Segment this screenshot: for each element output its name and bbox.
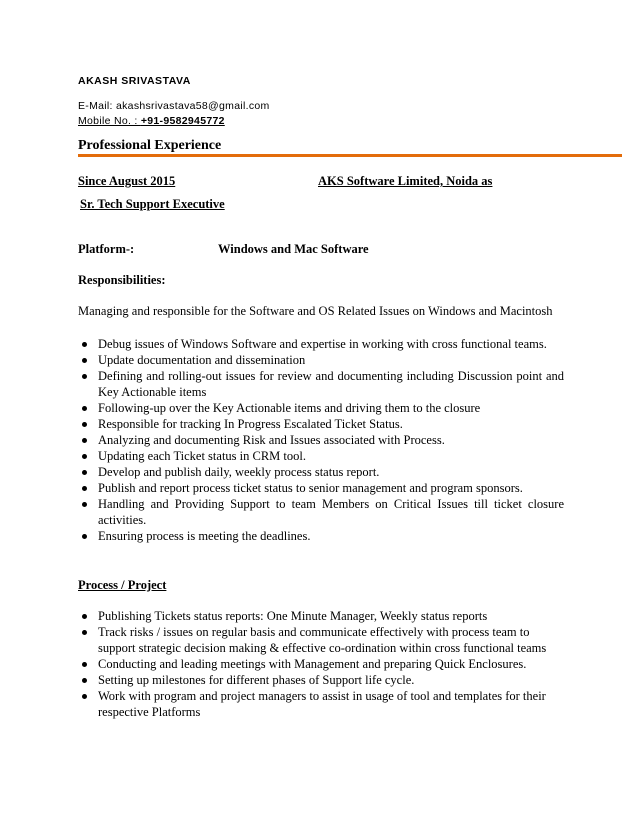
bullet-icon bbox=[82, 470, 87, 475]
employment-since: Since August 2015 bbox=[78, 174, 176, 188]
list-item-text: Conducting and leading meetings with Management and preparing Quick Enclosures. bbox=[98, 657, 527, 671]
job-role: Sr. Tech Support Executive bbox=[80, 197, 225, 211]
list-item-text: Publishing Tickets status reports: One Minute Manager, Weekly status reports bbox=[98, 609, 488, 623]
bullet-icon bbox=[82, 502, 87, 507]
bullet-icon bbox=[82, 454, 87, 459]
list-item bbox=[78, 336, 564, 352]
bullet-icon bbox=[82, 406, 87, 411]
list-item-text: Setting up milestones for different phases of Support life cycle. bbox=[98, 673, 415, 687]
responsibilities-intro: Managing and responsible for the Software and OS Related Issues on Windows and Macintosh bbox=[78, 304, 553, 318]
list-item-text: Handling and Providing Support to team Members on Critical Issues till ticket closure activities. bbox=[98, 497, 564, 527]
list-item bbox=[78, 688, 564, 720]
section-title-experience: Professional Experience bbox=[78, 138, 222, 153]
responsibilities-list bbox=[78, 336, 564, 544]
list-item bbox=[78, 352, 564, 368]
list-item bbox=[78, 624, 564, 656]
platform-value: Windows and Mac Software bbox=[218, 242, 369, 256]
section-divider bbox=[78, 154, 622, 157]
bullet-icon bbox=[82, 534, 87, 539]
email-line: E-Mail: akashsrivastava58@gmail.com bbox=[78, 100, 270, 112]
mobile-number: +91-9582945772 bbox=[140, 115, 225, 127]
list-item bbox=[78, 480, 564, 496]
list-item-text: Following-up over the Key Actionable items and driving them to the closure bbox=[98, 401, 481, 415]
list-item-text: Responsible for tracking In Progress Escalated Ticket Status. bbox=[98, 417, 403, 431]
list-item bbox=[78, 528, 564, 544]
list-item bbox=[78, 400, 564, 416]
list-item-text: Develop and publish daily, weekly process status report. bbox=[98, 465, 380, 479]
responsibilities-title: Responsibilities: bbox=[78, 273, 166, 287]
list-item-text: Work with program and project managers to assist in usage of tool and templates for their respective Platforms bbox=[98, 689, 546, 719]
mobile-line bbox=[78, 115, 225, 127]
list-item bbox=[78, 368, 564, 400]
bullet-icon bbox=[82, 662, 87, 667]
section-title-process: Process / Project bbox=[78, 578, 167, 592]
bullet-icon bbox=[82, 374, 87, 379]
list-item-text: Updating each Ticket status in CRM tool. bbox=[98, 449, 306, 463]
list-item bbox=[78, 608, 564, 624]
bullet-icon bbox=[82, 422, 87, 427]
list-item-text: Publish and report process ticket status to senior management and program sponsors. bbox=[98, 481, 523, 495]
list-item-text: Defining and rolling-out issues for review and documenting including Discussion point and Key Actionable items bbox=[98, 369, 564, 399]
process-list bbox=[78, 608, 564, 720]
list-item-text: Ensuring process is meeting the deadlines. bbox=[98, 529, 311, 543]
bullet-icon bbox=[82, 438, 87, 443]
bullet-icon bbox=[82, 614, 87, 619]
employer-name: AKS Software Limited, Noida as bbox=[318, 174, 493, 188]
list-item bbox=[78, 432, 564, 448]
bullet-icon bbox=[82, 694, 87, 699]
candidate-name: AKASH SRIVASTAVA bbox=[78, 75, 191, 87]
list-item bbox=[78, 416, 564, 432]
mobile-label: Mobile No. : bbox=[78, 115, 141, 127]
bullet-icon bbox=[82, 486, 87, 491]
list-item bbox=[78, 496, 564, 528]
platform-label: Platform-: bbox=[78, 242, 135, 256]
list-item-text: Analyzing and documenting Risk and Issues associated with Process. bbox=[98, 433, 445, 447]
list-item-text: Update documentation and dissemination bbox=[98, 353, 306, 367]
list-item-text: Debug issues of Windows Software and expertise in working with cross functional teams. bbox=[98, 337, 547, 351]
list-item bbox=[78, 448, 564, 464]
bullet-icon bbox=[82, 342, 87, 347]
bullet-icon bbox=[82, 358, 87, 363]
list-item-text: Track risks / issues on regular basis and communicate effectively with process team to support strategic decision making & effective co-ordination within cross functional teams bbox=[98, 625, 547, 655]
bullet-icon bbox=[82, 630, 87, 635]
list-item bbox=[78, 464, 564, 480]
list-item bbox=[78, 672, 564, 688]
list-item bbox=[78, 656, 564, 672]
bullet-icon bbox=[82, 678, 87, 683]
